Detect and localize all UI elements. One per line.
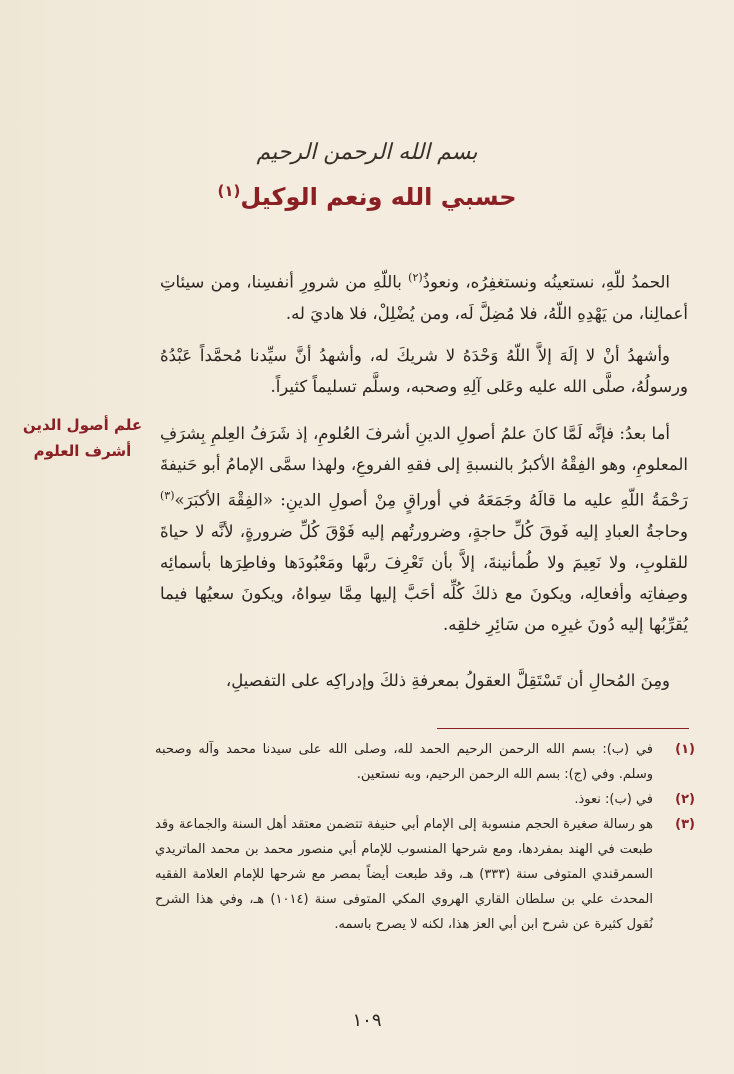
footnote-2 bbox=[155, 787, 695, 812]
footnote-3 bbox=[155, 812, 695, 937]
paragraph-4-before: ومِنَ المُحالِ أن تَسْتَقِلَّ العقولُ بمعرفةِ ذلكَ وإدراكِه على التفصيلِ، bbox=[225, 671, 670, 690]
footnote-number: (٣) bbox=[675, 817, 695, 832]
paragraph-3 bbox=[160, 418, 688, 640]
margin-note: علم أصول الدين أشرف العلوم bbox=[22, 416, 143, 460]
paragraph-text bbox=[160, 340, 688, 402]
chapter-title-text: حسبي الله ونعم الوكيل bbox=[240, 183, 517, 211]
footnote-text: في (ب): نعوذ. bbox=[574, 792, 653, 807]
paragraph-3-after: وحاجةُ العبادِ إليه فَوقَ كُلِّ حاجةٍ، وضرورتُهم إليه فَوْقَ كُلِّ ضرورةٍ، لأنَّه لا حياةَ للقلوبِ، ولا نَعِيمَ ولا طُمأنينةَ، إلاَّ بأن تَعْرِفَ ربَّها ومَعْبُودَها وفاطِرَها بأسمائِه وصِفاتِه وأفعالِه، ويكونَ مع ذلكَ كُلِّه أحَبَّ إليها مِمَّا سِواهُ، ويكونَ سعيُها فيما يُقرِّبُها إليه دُونَ غيرِه من سَائِرِ خلقِه. bbox=[160, 521, 688, 634]
paragraph-3-before: أما بعدُ: فإنَّه لَمَّا كانَ علمُ أصولِ الدينِ أشرفَ العُلومِ، إذ شَرَفُ العِلمِ بِشرَفِ المعلومِ، وهو الفِقْهُ الأكبرُ بالنسبةِ إلى فقهِ الفروعِ، ولهذا سمَّى الإمامُ أبو حَنيفةَ رَحْمَةُ اللّهِ عليه ما قالَهُ وجَمَعَهُ في أوراقٍ مِنْ أصولِ الدينِ: «الفِقْهَ الأكبَرَ» bbox=[160, 424, 688, 510]
paragraph-text bbox=[160, 665, 688, 696]
paragraph-text bbox=[160, 418, 688, 640]
paragraph-text bbox=[160, 262, 688, 329]
footnote-divider bbox=[437, 728, 689, 729]
paragraph-2 bbox=[160, 340, 688, 402]
basmala-heading: بسم الله الرحمن الرحيم bbox=[256, 140, 478, 165]
paragraph-4 bbox=[160, 665, 688, 696]
paragraph-1-after: باللّهِ من شرورِ أنفسِنا، ومن سيئاتِ أعمالِنا، من يَهْدِهِ اللّهُ، فلا مُضِلَّ لَه، ومن يُضْلِلْ، فلا هاديَ له. bbox=[160, 272, 688, 323]
chapter-title bbox=[0, 182, 734, 211]
paragraph-1 bbox=[160, 262, 688, 329]
title-footnote-ref[interactable]: (١) bbox=[217, 182, 241, 200]
footnote-number: (٢) bbox=[675, 792, 695, 807]
paragraph-2-before: وأشهدُ أنْ لا إلَهَ إلاَّ اللّهُ وَحْدَهُ لا شريكَ له، وأشهدُ أنَّ سيِّدنا مُحمَّداً عَبْدُهُ ورسولُهُ، صلَّى الله عليه وعَلى آلِهِ وصحبه، وسلَّم تسليماً كثيراً. bbox=[160, 346, 688, 396]
footnotes-section bbox=[155, 737, 695, 937]
paragraph-1-before: الحمدُ للّهِ، نستعينُه ونستغفِرُه، ونعوذُ bbox=[422, 272, 670, 292]
page-number: ١٠٩ bbox=[352, 1010, 382, 1031]
footnote-text: في (ب): بسم الله الرحمن الرحيم الحمد لله، وصلى الله على سيدنا محمد وآله وصحبه وسلم. وفي (ج): بسم الله الرحمن الرحيم، وبه نستعين. bbox=[155, 742, 653, 782]
footnote-ref-3[interactable]: (٣) bbox=[160, 489, 175, 502]
footnote-text: هو رسالة صغيرة الحجم منسوبة إلى الإمام أبي حنيفة تتضمن معتقد أهل السنة والجماعة وقد طبعت في الهند بمفردها، ومع شرحها المنسوب للإمام أبي منصور محمد بن محمد الماتريدي السمرقندي المتوفى سنة (٣٣٣) هـ، وقد طبعت أيضاً بمصر مع شرحها للإمام العلامة الفقيه المحدث علي بن سلطان القاري الهروي المكي المتوفى سنة (١٠١٤) هـ، وفي هذا الشرح نُقول كثيرة عن شرح ابن أبي العز هذا، لكنه لا يصرح باسمه. bbox=[155, 817, 653, 932]
footnote-number: (١) bbox=[675, 742, 695, 757]
footnote-1 bbox=[155, 737, 695, 787]
footnote-ref-2[interactable]: (٢) bbox=[408, 271, 423, 284]
